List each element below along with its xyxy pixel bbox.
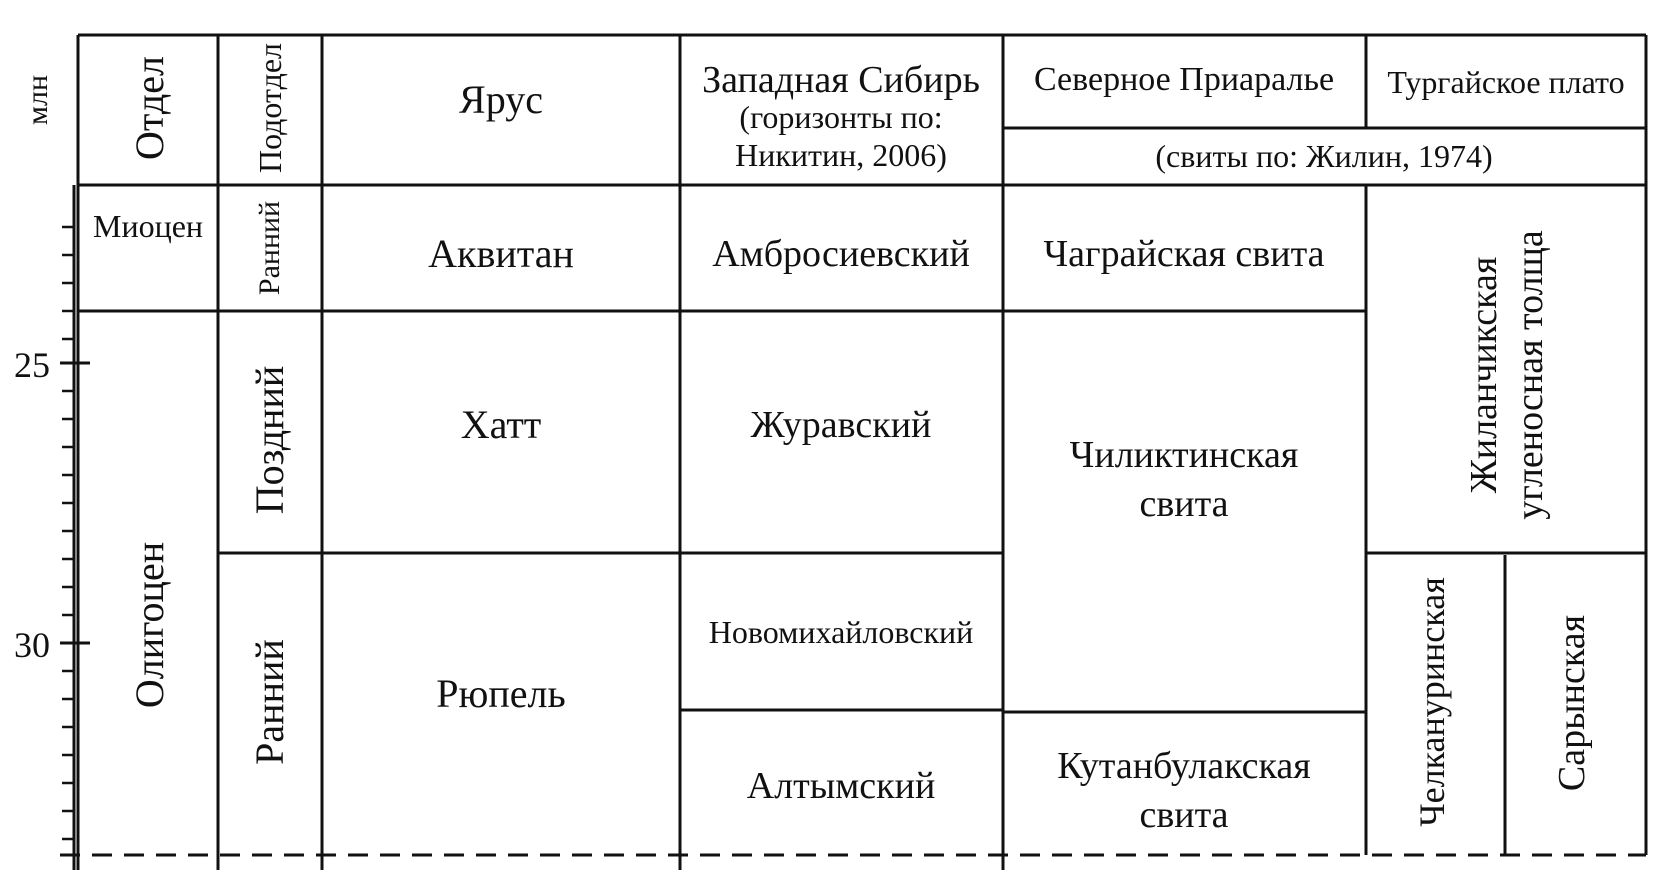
suite-kutanbulak-1: Кутанбулакская xyxy=(1057,745,1311,787)
suite-kutanbulak-2: свита xyxy=(1139,794,1229,836)
axis-tick-label-25: 25 xyxy=(14,345,50,385)
header-west-siberia-source-1: (горизонты по: xyxy=(739,99,943,135)
stage-aquitanian: Аквитан xyxy=(428,231,574,276)
suite-zhilanchik-1: Жиланчикская xyxy=(1463,256,1505,494)
axis-tick-label-30: 30 xyxy=(14,625,50,665)
stage-chattian: Хатт xyxy=(460,402,542,447)
header-west-siberia-title: Западная Сибирь xyxy=(702,59,980,101)
stage-rupelian: Рюпель xyxy=(436,671,566,716)
suite-zhilanchik-2: угленосная толща xyxy=(1509,230,1551,520)
suite-chiliktinskaya-2: свита xyxy=(1139,483,1229,525)
header-podotdel: Подотдел xyxy=(252,42,288,174)
axis-unit-label: млн xyxy=(21,74,54,126)
subepoch-oligocene-early: Ранний xyxy=(247,639,292,765)
horizon-altymsky: Алтымский xyxy=(746,765,936,807)
suite-chagrai: Чаграйская свита xyxy=(1043,233,1325,275)
header-turgai: Тургайское плато xyxy=(1387,64,1625,100)
header-otdel: Отдел xyxy=(127,56,172,160)
epoch-miocene: Миоцен xyxy=(92,208,204,244)
horizon-novomikhailovsky: Новомихайловский xyxy=(708,614,974,650)
subepoch-oligocene-late: Поздний xyxy=(247,365,292,515)
header-north-aral: Северное Приаралье xyxy=(1033,61,1335,98)
epoch-oligocene: Олигоцен xyxy=(127,541,172,709)
subepoch-miocene-early: Ранний xyxy=(253,200,286,296)
suite-sarynskaya: Сарынская xyxy=(1551,614,1593,792)
header-west-siberia-source-2: Никитин, 2006) xyxy=(735,137,947,173)
suite-chiliktinskaya-1: Чиликтинская xyxy=(1069,434,1299,476)
suite-chelkanurinskaya: Челкануринская xyxy=(1412,577,1452,827)
header-yarus: Ярус xyxy=(459,77,543,122)
horizon-zhuravsky: Журавский xyxy=(750,404,932,446)
horizon-ambrosievsky: Амбросиевский xyxy=(712,233,970,275)
header-suites-source: (свиты по: Жилин, 1974) xyxy=(1155,138,1493,174)
axis-minor-ticks xyxy=(62,227,74,839)
